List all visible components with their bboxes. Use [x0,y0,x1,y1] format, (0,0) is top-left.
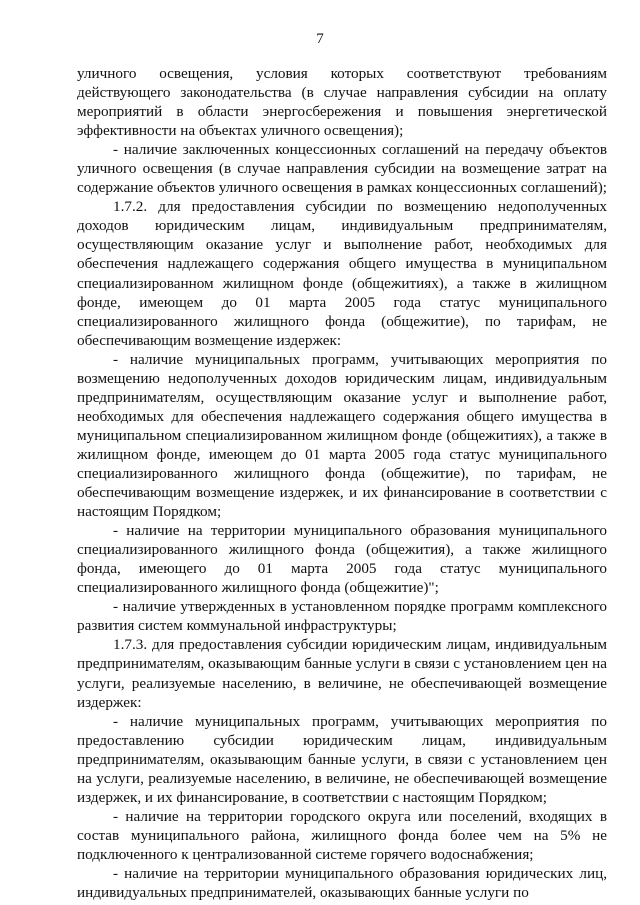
paragraph-1-7-2: 1.7.2. для предоставления субсидии по возмещению недополученных доходов юридическим лицам, индивидуальным предпринимателям, осуществляющим оказание услуг и выполнение работ, необходимых для обеспечения надлежащего содержания общего имущества в муниципальном специализированном жилищном фонде (общежитиях), а также в жилищном фонде, имеющем до 01 марта 2005 года статус муниципального специализированного жилищного фонда (общежитие), по тарифам, не обеспечивающим возмещение издержек: [77,198,607,349]
paragraph-dormitory-housing-presence: - наличие на территории муниципального образования муниципального специализированного жилищного фонда (общежития), а также жилищного фонда, имеющего до 01 марта 2005 года статус муниципального специализированного жилищного фонда (общежитие)"; [77,522,607,597]
paragraph-hot-water-housing: - наличие на территории городского округа или поселений, входящих в состав муниципального района, жилищного фонда более чем на 5% не подключенного к централизованной системе горячего водоснабжения; [77,807,607,863]
paragraph-1-7-3: 1.7.3. для предоставления субсидии юридическим лицам, индивидуальным предпринимателям, оказывающим банные услуги в связи с установлением цен на услуги, реализуемые населению, в величине, не обеспечивающей возмещение издержек: [77,636,607,711]
page-number: 7 [316,31,324,47]
paragraph-municipal-programs-bath-services: - наличие муниципальных программ, учитывающих мероприятия по предоставлению субсидии юридическим лицам, индивидуальным предпринимателям, оказывающим банные услуги, в связи с установлением цен на услуги, реализуемые населению, в величине, не обеспечивающей возмещение издержек, и их финансирование, в соответствии с настоящим Порядком; [77,712,607,806]
paragraph-bath-service-providers: - наличие на территории муниципального образования юридических лиц, индивидуальных предпринимателей, оказывающих банные услуги по [77,864,607,902]
paragraph-concession-agreements: - наличие заключенных концессионных соглашений на передачу объектов уличного освещения (в случае направления субсидии на возмещение затрат на содержание объектов уличного освещения в рамках концессионных соглашений); [77,141,607,197]
paragraph-municipal-programs-dormitories: - наличие муниципальных программ, учитывающих мероприятия по возмещению недополученных доходов юридическим лицам, индивидуальным предпринимателям, осуществляющим оказание услуг и выполнение работ, необходимых для обеспечения надлежащего содержания общего имущества в муниципальном специализированном жилищном фонде (общежитиях), а также в жилищном фонде, имеющем до 01 марта 2005 года статус муниципального специализированного жилищного фонда (общежитие), по тарифам, не обеспечивающим возмещение издержек, и их финансирование в соответствии с настоящим Порядком; [77,350,607,521]
paragraph-street-lighting-conditions: уличного освещения, условия которых соответствуют требованиям действующего законодательства (в случае направления субсидии на оплату мероприятий в области энергосбережения и повышения энергетической эффективности на объектах уличного освещения); [77,65,607,140]
document-body [77,64,607,902]
paragraph-infrastructure-programs: - наличие утвержденных в установленном порядке программ комплексного развития систем коммунальной инфраструктуры; [77,598,607,635]
